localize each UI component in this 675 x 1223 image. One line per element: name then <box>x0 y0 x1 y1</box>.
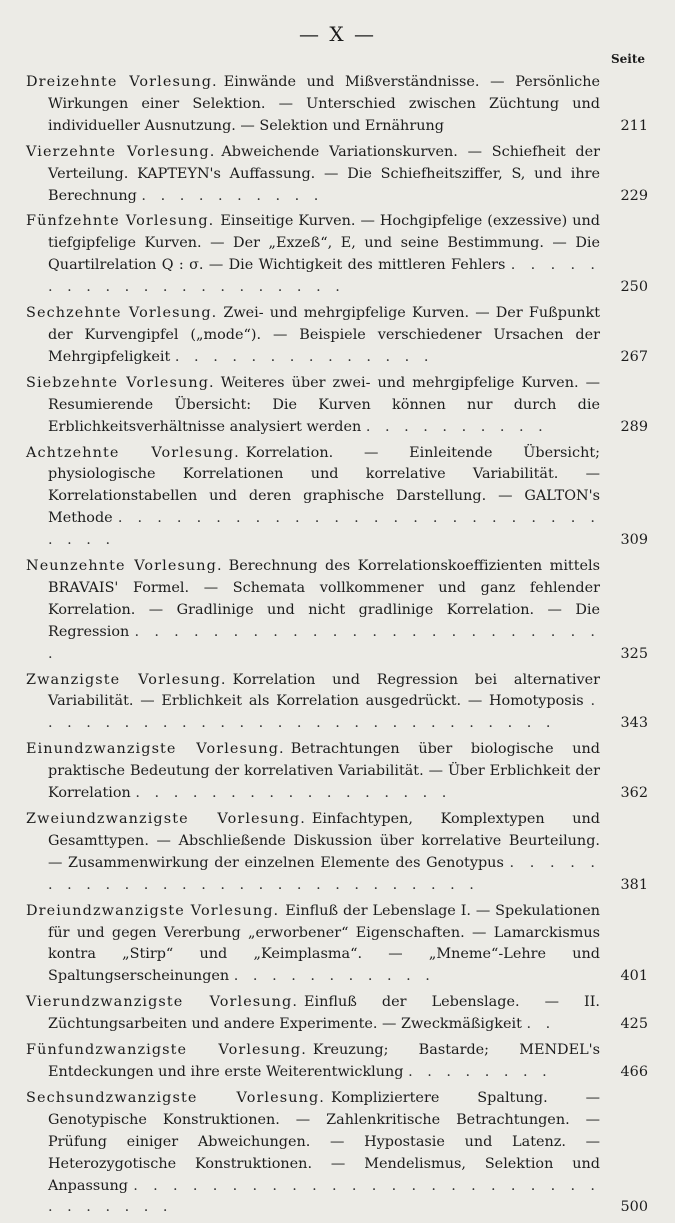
toc-page-number: 343 <box>620 715 648 732</box>
toc-page-number: 229 <box>620 187 648 204</box>
leader-dots: . . . . . . . . . . <box>365 418 548 435</box>
toc-entry <box>26 211 648 299</box>
toc-entry <box>26 303 648 369</box>
lecture-title: Dreiundzwanzigste Vorlesung. <box>26 902 280 919</box>
toc-entry <box>26 373 648 439</box>
lecture-title: Sechzehnte Vorlesung. <box>26 305 218 322</box>
lecture-title: Zweiundzwanzigste Vorlesung. <box>26 811 306 827</box>
toc-entry <box>26 670 648 736</box>
toc-page-number: 500 <box>620 1199 648 1216</box>
toc-page-number: 325 <box>620 645 648 662</box>
lecture-topics: Kompliziertere Spaltung. — Genotypische Konstruktionen. — Zahlenkritische Betrachtungen. — Prüfung einiger Abweichungen. — Hypostasie und Latenz. — Heterozygotische Konstruktionen. — Mendelismus, Selektion und Anpassung <box>48 1089 601 1194</box>
toc-entry <box>26 142 648 208</box>
lecture-title: Einundzwanzigste Vorlesung. <box>26 741 285 758</box>
toc-entry <box>26 443 648 553</box>
toc-page-number: 401 <box>620 968 648 985</box>
lecture-title: Neunzehnte Vorlesung. <box>26 558 223 575</box>
toc-page-number: 211 <box>620 117 648 134</box>
lecture-title: Vierzehnte Vorlesung. <box>26 143 216 160</box>
toc-entry <box>26 1040 648 1084</box>
lecture-topics: Einfluß der Lebenslage. — II. Züchtungsarbeiten und andere Experimente. — Zweckmäßigkeit <box>48 994 600 1033</box>
lecture-title: Achtzehnte Vorlesung. <box>26 444 240 461</box>
lecture-topics: Weiteres über zwei- und mehrgipfelige Kurven. — Resumierende Übersicht: Die Kurven können nur durch die Erblichkeitsverhältnisse analysiert werden <box>48 374 600 435</box>
lecture-title: Fünfzehnte Vorlesung. <box>26 213 215 230</box>
leader-dots: . . . . . . . . . . . . . . . . . <box>135 785 452 802</box>
lecture-title: Zwanzigste Vorlesung. <box>26 671 227 688</box>
lecture-topics: Betrachtungen über biologische und praktische Bedeutung der korrelativen Variabilität. — Über Erblichkeit der Korrelation <box>48 741 600 802</box>
toc-page-number: 425 <box>620 1016 648 1033</box>
seite-label: Seite <box>610 52 645 66</box>
toc-page-number: 362 <box>620 785 648 802</box>
table-of-contents <box>26 72 648 1223</box>
toc-entry <box>26 556 648 666</box>
leader-dots: . . . . . . . . <box>408 1063 552 1080</box>
toc-page-number: 250 <box>620 279 648 296</box>
leader-dots: . . . . . . . . . . . . . . <box>174 348 434 365</box>
leader-dots: . . . . . . . . . . . . . . . . . . . . . <box>48 257 601 296</box>
lecture-topics: Abweichende Variationskurven. — Schiefheit der Verteilung. KAPTEYN's Auffassung. — Die Schiefheitsziffer, S, und ihre Berechnung <box>48 143 601 204</box>
toc-entry <box>26 72 648 138</box>
toc-page-number: 267 <box>620 348 648 365</box>
lecture-topics: Korrelation. — Einleitende Übersicht; physiologische Korrelationen und korrelative Variabilität. — Korrelationstabellen und deren graphische Darstellung. — GALTON's Methode <box>48 444 600 527</box>
lecture-topics: Einwände und Mißverständnisse. — Persönliche Wirkungen einer Selektion. — Unterschied zwischen Züchtung und individueller Ausnutzung. — Selektion und Ernährung <box>48 74 600 134</box>
lecture-title: Fünfundzwanzigste Vorlesung. <box>26 1042 307 1059</box>
leader-dots: . . . . . . . . . . . . . . . . . . . . . . . . . . . . <box>48 854 600 893</box>
toc-page-number: 309 <box>620 532 648 549</box>
lecture-topics: Kreuzung; Bastarde; MENDEL's Entdeckungen und ihre erste Weiterentwicklung <box>48 1042 600 1080</box>
leader-dots: . . . . . . . . . . . . . . . . . . . . . . . . . . . . . . . <box>48 1177 601 1216</box>
lecture-title: Siebzehnte Vorlesung. <box>26 374 215 391</box>
leader-dots: . . . . . . . . . . <box>141 187 324 204</box>
lecture-topics: Einseitige Kurven. — Hochgipfelige (exzessive) und tiefgipfelige Kurven. — Der „Exzeß“, E, und seine Bestimmung. — Die Quartilrelation Q : σ. — Die Wichtigkeit des mittleren Fehlers <box>48 213 600 274</box>
toc-page-number: 289 <box>620 418 648 435</box>
lecture-topics: Berechnung des Korrelationskoeffizienten mittels BRAVAIS' Formel. — Schemata vollkommener und ganz fehlender Korrelation. — Gradlinige und nicht gradlinige Korrelation. — Die Regression <box>48 558 601 640</box>
lecture-topics: Korrelation und Regression bei alternativer Variabilität. — Erblichkeit als Korrelation ausgedrückt. — Homotyposis <box>48 671 600 710</box>
lecture-topics: Zwei- und mehrgipfelige Kurven. — Der Fußpunkt der Kurvengipfel („mode“). — Beispiele verschiedener Ursachen der Mehrgipfeligkeit <box>48 305 600 365</box>
toc-page-number: 466 <box>620 1063 648 1080</box>
toc-entry <box>26 901 648 989</box>
toc-entry <box>26 809 648 897</box>
lecture-topics: Einfachtypen, Komplextypen und Gesamttypen. — Abschließende Diskussion über korrelative Beurteilung. — Zusammenwirkung der einzelnen Elemente des Genotypus <box>48 811 600 871</box>
page-number: — X — <box>299 22 376 46</box>
lecture-title: Sechsundzwanzigste Vorlesung. <box>26 1089 325 1106</box>
toc-entry <box>26 739 648 805</box>
toc-entry <box>26 992 648 1036</box>
leader-dots: . . . . . . . . . . . . . . . . . . . . . . . . . . . . . <box>48 510 600 549</box>
leader-dots: . . . . . . . . . . . . . . . . . . . . . . . . . . . . <box>48 693 601 732</box>
leader-dots: . . . . . . . . . . . . . . . . . . . . . . . . . <box>48 623 600 662</box>
leader-dots: . . <box>526 1016 556 1033</box>
lecture-title: Dreizehnte Vorlesung. <box>26 74 218 90</box>
lecture-title: Vierundzwanzigste Vorlesung. <box>26 994 299 1011</box>
lecture-topics: Einfluß der Lebenslage I. — Spekulationen für und gegen Vererbung „erworbener“ Eigenschaften. — Lamarckismus kontra „Stirp“ und „Keimplasma“. — „Mneme“-Lehre und Spaltungserscheinungen <box>48 902 600 985</box>
leader-dots: . . . . . . . . . . . <box>233 968 435 985</box>
toc-page-number: 381 <box>620 876 648 893</box>
